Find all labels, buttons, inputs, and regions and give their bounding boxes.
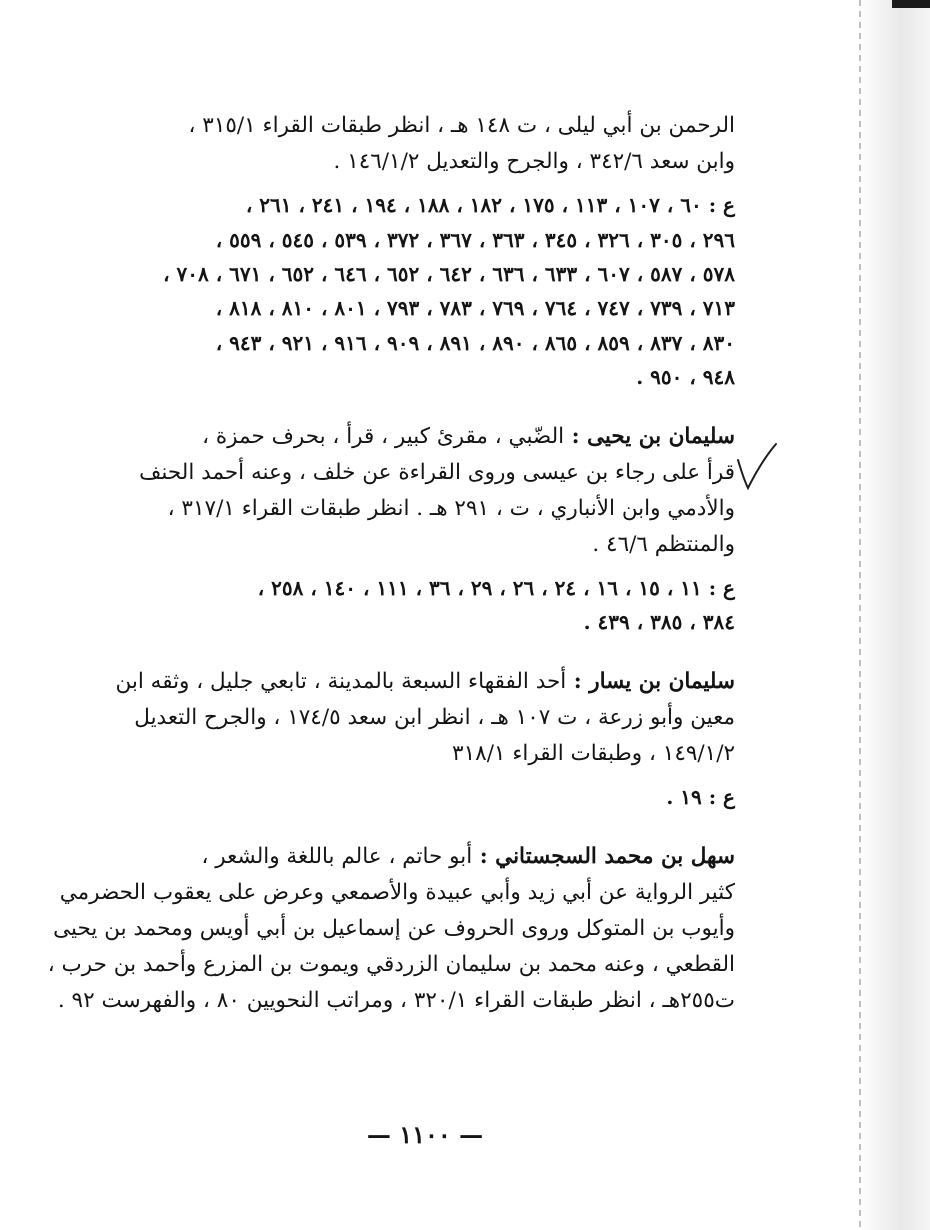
entry-name: سهل بن محمد السجستاني : — [472, 843, 735, 869]
entry-line: وأيوب بن المتوكل وروى الحروف عن إسماعيل بن أبي أويس ومحمد بن يحيى — [53, 915, 735, 941]
scan-mark — [892, 0, 930, 8]
entry-line — [95, 419, 735, 455]
entry-line: ١٤٩/١/٢ ، وطبقات القراء ٣١٨/١ — [452, 741, 735, 766]
entry-line — [95, 839, 735, 875]
index-line: ع : ١٩ . — [666, 785, 735, 810]
index-line: ٥٧٨ ، ٥٨٧ ، ٦٠٧ ، ٦٣٣ ، ٦٣٦ ، ٦٤٢ ، ٦٥٢ ، ٦٤٦ ، ٦٥٢ ، ٦٧١ ، ٧٠٨ ، — [163, 262, 735, 286]
entry-line: قرأ على رجاء بن عيسى وروى القراءة عن خلف ، وعنه أحمد الحنف — [139, 459, 735, 485]
index-line: ع : ٦٠ ، ١٠٧ ، ١١٣ ، ١٧٥ ، ١٨٢ ، ١٨٨ ، ١٩٤ ، ٢٤١ ، ٢٦١ ، — [245, 193, 735, 218]
scan-line — [859, 0, 861, 1230]
index-references — [95, 780, 735, 814]
entry-sulayman-ibn-yasar — [95, 664, 735, 815]
index-line: ٣٨٤ ، ٣٨٥ ، ٤٣٩ . — [583, 610, 735, 635]
entry-name: سليمان بن يسار : — [566, 668, 735, 694]
entry-line: والأدمي وابن الأنباري ، ت ، ٢٩١ هـ . انظر طبقات القراء ٣١٧/١ ، — [167, 495, 735, 521]
page-number: — ١١٠٠ — — [366, 1120, 484, 1149]
entry-sahl-ibn-muhammad-al-sijistani — [47, 839, 735, 1020]
entry-line: القطعي ، وعنه محمد بن سليمان الزردقي ويموت بن المزرع وأحمد بن حرب ، — [47, 951, 735, 977]
entry-name: سليمان بن يحيى : — [564, 423, 735, 449]
index-references — [95, 188, 735, 394]
entry-line: ت٢٥٥هـ ، انظر طبقات القراء ٣٢٠/١ ، ومراتب النحويين ٨٠ ، والفهرست ٩٢ . — [57, 987, 735, 1013]
entry-line: معين وأبو زرعة ، ت ١٠٧ هـ ، انظر ابن سعد ١٧٤/٥ ، والجرح التعديل — [134, 704, 735, 730]
index-line: ٧١٣ ، ٧٣٩ ، ٧٤٧ ، ٧٦٤ ، ٧٦٩ ، ٧٨٣ ، ٧٩٣ ، ٨٠١ ، ٨١٠ ، ٨١٨ ، — [215, 296, 735, 321]
entry-line: الرحمن بن أبي ليلى ، ت ١٤٨ هـ ، انظر طبقات القراء ٣١٥/١ ، — [188, 113, 735, 138]
entry-line: والمنتظم ٤٦/٦ . — [592, 531, 735, 557]
scan-edge — [858, 0, 930, 1230]
handwritten-check-mark — [732, 440, 782, 496]
index-references — [95, 571, 735, 640]
entry-line — [95, 664, 735, 700]
entry-text: أبو حاتم ، عالم باللغة والشعر ، — [201, 843, 473, 869]
document-page — [47, 108, 735, 1043]
index-line: ع : ١١ ، ١٥ ، ١٦ ، ٢٤ ، ٢٦ ، ٢٩ ، ٣٦ ، ١١١ ، ١٤٠ ، ٢٥٨ ، — [257, 576, 735, 600]
entry-line: كثير الرواية عن أبي زيد وأبي عبيدة والأصمعي وعرض على يعقوب الحضرمي — [59, 879, 735, 905]
entry-abdurrahman-ibn-abi-layla — [95, 108, 735, 395]
entry-sulayman-ibn-yahya — [95, 419, 735, 640]
entry-text: أحد الفقهاء السبعة بالمدينة ، تابعي جليل ، وثقه ابن — [115, 668, 567, 694]
index-line: ٢٩٦ ، ٣٠٥ ، ٣٢٦ ، ٣٤٥ ، ٣٦٣ ، ٣٦٧ ، ٣٧٢ ، ٥٣٩ ، ٥٤٥ ، ٥٥٩ ، — [215, 227, 735, 252]
entry-line: وابن سعد ٣٤٢/٦ ، والجرح والتعديل ١٤٦/١/٢ . — [333, 149, 735, 175]
entry-text: الضّبي ، مقرئ كبير ، قرأ ، بحرف حمزة ، — [202, 423, 565, 449]
index-line: ٨٣٠ ، ٨٣٧ ، ٨٥٩ ، ٨٦٥ ، ٨٩٠ ، ٨٩١ ، ٩٠٩ ، ٩١٦ ، ٩٢١ ، ٩٤٣ ، — [215, 330, 735, 355]
index-line: ٩٤٨ ، ٩٥٠ . — [636, 365, 735, 390]
